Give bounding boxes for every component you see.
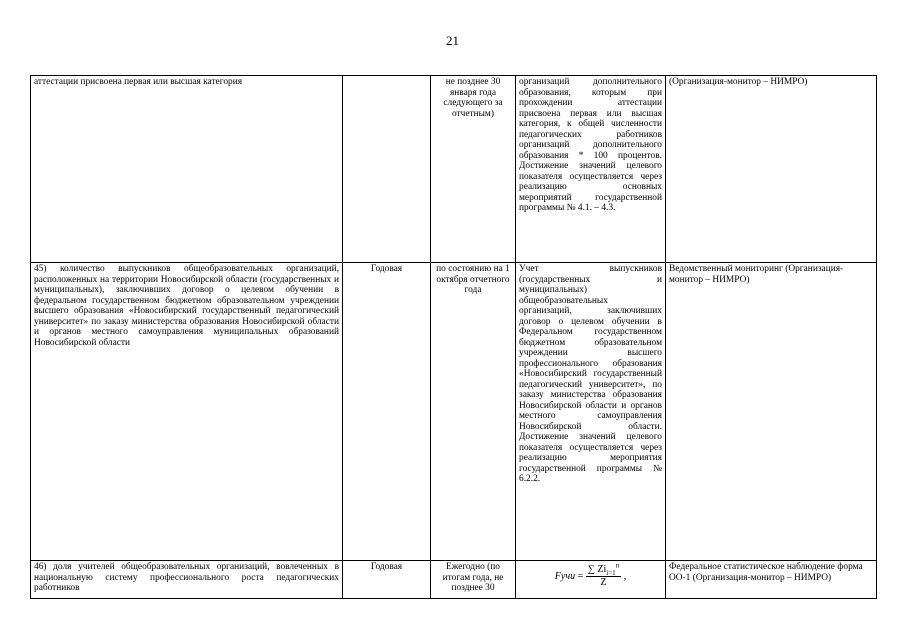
deadline-cell: по состоянию на 1 октября отчетного года <box>431 263 516 561</box>
periodicity-cell: Годовая <box>343 561 431 599</box>
indicator-cell: 46) доля учителей общеобразовательных организаций, вовлеченных в национальную систему профессионального роста педагогических работников <box>31 561 343 599</box>
page-number: 21 <box>446 33 459 48</box>
table-row <box>31 76 877 263</box>
periodicity-cell <box>343 76 431 263</box>
indicators-table <box>30 75 877 599</box>
method-cell: организаций дополнительного образования, которым при прохождении аттестации присвоена первая или высшая категория, к общей численности педагогических работников организаций дополнительного образования * 100 процентов. Достижение значений целевого показателя осуществляется через реализацию основных мероприятий государственной программы № 4.1. – 4.3. <box>516 76 666 263</box>
indicator-cell: аттестации присвоена первая или высшая категория <box>31 76 343 263</box>
formula-sum-upper: n <box>615 561 620 570</box>
source-cell: Ведомственный мониторинг (Организация-монитор – НИМРО) <box>666 263 877 561</box>
formula-numerator: ∑ Zi <box>587 564 607 575</box>
table-row <box>31 263 877 561</box>
formula: Fучи = $\frac{\sum Zi_{i=1}^n}{Z}$ , <box>554 561 627 588</box>
source-cell: (Организация-монитор – НИМРО) <box>666 76 877 263</box>
formula-sum-lower: i=1 <box>606 569 616 577</box>
periodicity-cell: Годовая <box>343 263 431 561</box>
indicator-cell: 45) количество выпускников общеобразовательных организаций, расположенных на территории Новосибирской области (государственных и муниципальных), заключивших договор о целевом обучении в федеральном государственном бюджетном образовательном учреждении высшего образования «Новосибирский государственный педагогический университет» по заказу министерства образования Новосибирской области и органов местного самоуправления муниципальных образований Новосибирской области <box>31 263 343 561</box>
method-cell: Учет выпускников (государственных и муниципальных) общеобразовательных организаций, заключивших договор о целевом обучении в Федеральном государственном бюджетном образовательном учреждении высшего профессионального образования «Новосибирский государственный педагогический университет», по заказу министерства образования Новосибирской области и органов местного самоуправления Новосибирской области. Достижение значений целевого показателя осуществляется через реализацию мероприятия государственной программы № 6.2.2. <box>516 263 666 561</box>
table-row <box>31 561 877 599</box>
deadline-cell: не позднее 30 января года следующего за отчетным) <box>431 76 516 263</box>
formula-fraction <box>586 561 621 589</box>
method-cell <box>516 561 666 599</box>
formula-lhs: Fучи <box>554 570 576 582</box>
deadline-cell: Ежегодно (по итогам года, не позднее 30 <box>431 561 516 599</box>
source-cell: Федеральное статистическое наблюдение форма ОО-1 (Организация-монитор – НИМРО) <box>666 561 877 599</box>
formula-denominator: Z <box>600 577 607 588</box>
